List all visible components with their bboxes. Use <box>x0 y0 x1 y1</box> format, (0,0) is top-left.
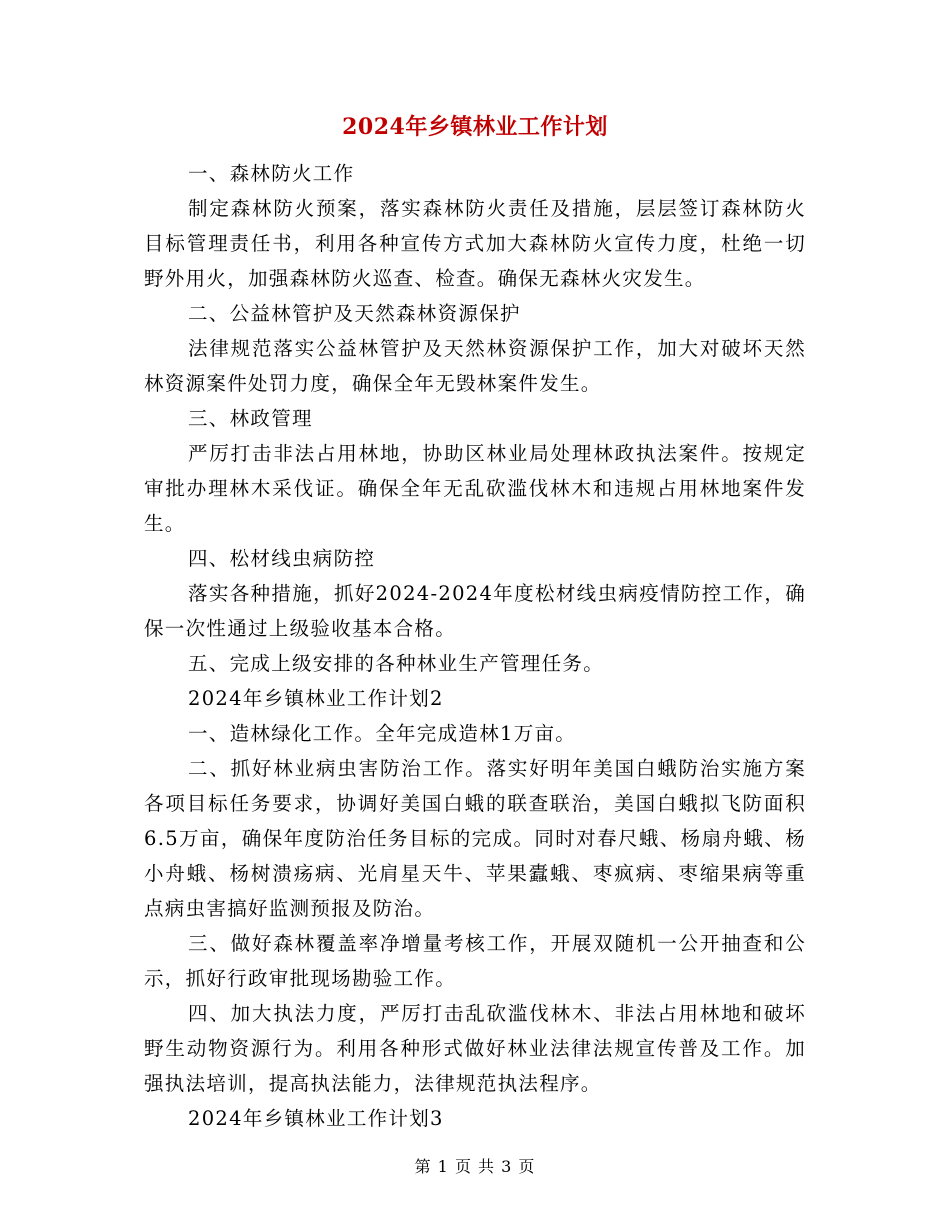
paragraph-forest-coverage: 三、做好森林覆盖率净增量考核工作，开展双随机一公开抽查和公示，抓好行政审批现场勘验工作。 <box>144 932 806 990</box>
paragraph-other-tasks: 五、完成上级安排的各种林业生产管理任务。 <box>188 652 605 675</box>
paragraph-forest-fire: 制定森林防火预案，落实森林防火责任及措施，层层签订森林防火目标管理责任书，利用各种宣传方式加大森林防火宣传力度，杜绝一切野外用火，加强森林防火巡查、检查。确保无森林火灾发生。 <box>144 197 806 290</box>
section-heading-pine-nematode: 四、松材线虫病防控 <box>188 547 376 570</box>
subtitle-plan-3: 2024年乡镇林业工作计划3 <box>188 1107 444 1130</box>
document-body <box>144 156 806 1136</box>
paragraph-law-enforcement: 四、加大执法力度，严厉打击乱砍滥伐林木、非法占用林地和破坏野生动物资源行为。利用各种形式做好林业法律法规宣传普及工作。加强执法培训，提高执法能力，法律规范执法程序。 <box>144 1002 806 1095</box>
section-heading-forest-admin: 三、林政管理 <box>188 407 313 430</box>
paragraph-public-forest: 法律规范落实公益林管护及天然林资源保护工作，加大对破坏天然林资源案件处罚力度，确保全年无毁林案件发生。 <box>144 337 806 395</box>
paragraph-afforestation: 一、造林绿化工作。全年完成造林1万亩。 <box>188 722 577 745</box>
paragraph-pine-nematode: 落实各种措施，抓好2024-2024年度松材线虫病疫情防控工作，确保一次性通过上级验收基本合格。 <box>144 582 806 640</box>
document-title: 2024年乡镇林业工作计划 <box>342 114 608 140</box>
subtitle-plan-2: 2024年乡镇林业工作计划2 <box>188 687 444 710</box>
paragraph-pest-control: 二、抓好林业病虫害防治工作。落实好明年美国白蛾防治实施方案各项目标任务要求，协调好美国白蛾的联查联治，美国白蛾拟飞防面积6.5万亩，确保年度防治任务目标的完成。同时对春尺蛾、杨扇舟蛾、杨小舟蛾、杨树溃疡病、光肩星天牛、苹果蠹蛾、枣疯病、枣缩果病等重点病虫害搞好监测预报及防治。 <box>144 757 806 920</box>
paragraph-forest-admin: 严厉打击非法占用林地，协助区林业局处理林政执法案件。按规定审批办理林木采伐证。确保全年无乱砍滥伐林木和违规占用林地案件发生。 <box>144 442 806 535</box>
page-number-footer: 第 1 页 共 3 页 <box>414 1157 536 1176</box>
section-heading-forest-fire: 一、森林防火工作 <box>188 162 355 185</box>
section-heading-public-forest: 二、公益林管护及天然森林资源保护 <box>188 302 521 325</box>
